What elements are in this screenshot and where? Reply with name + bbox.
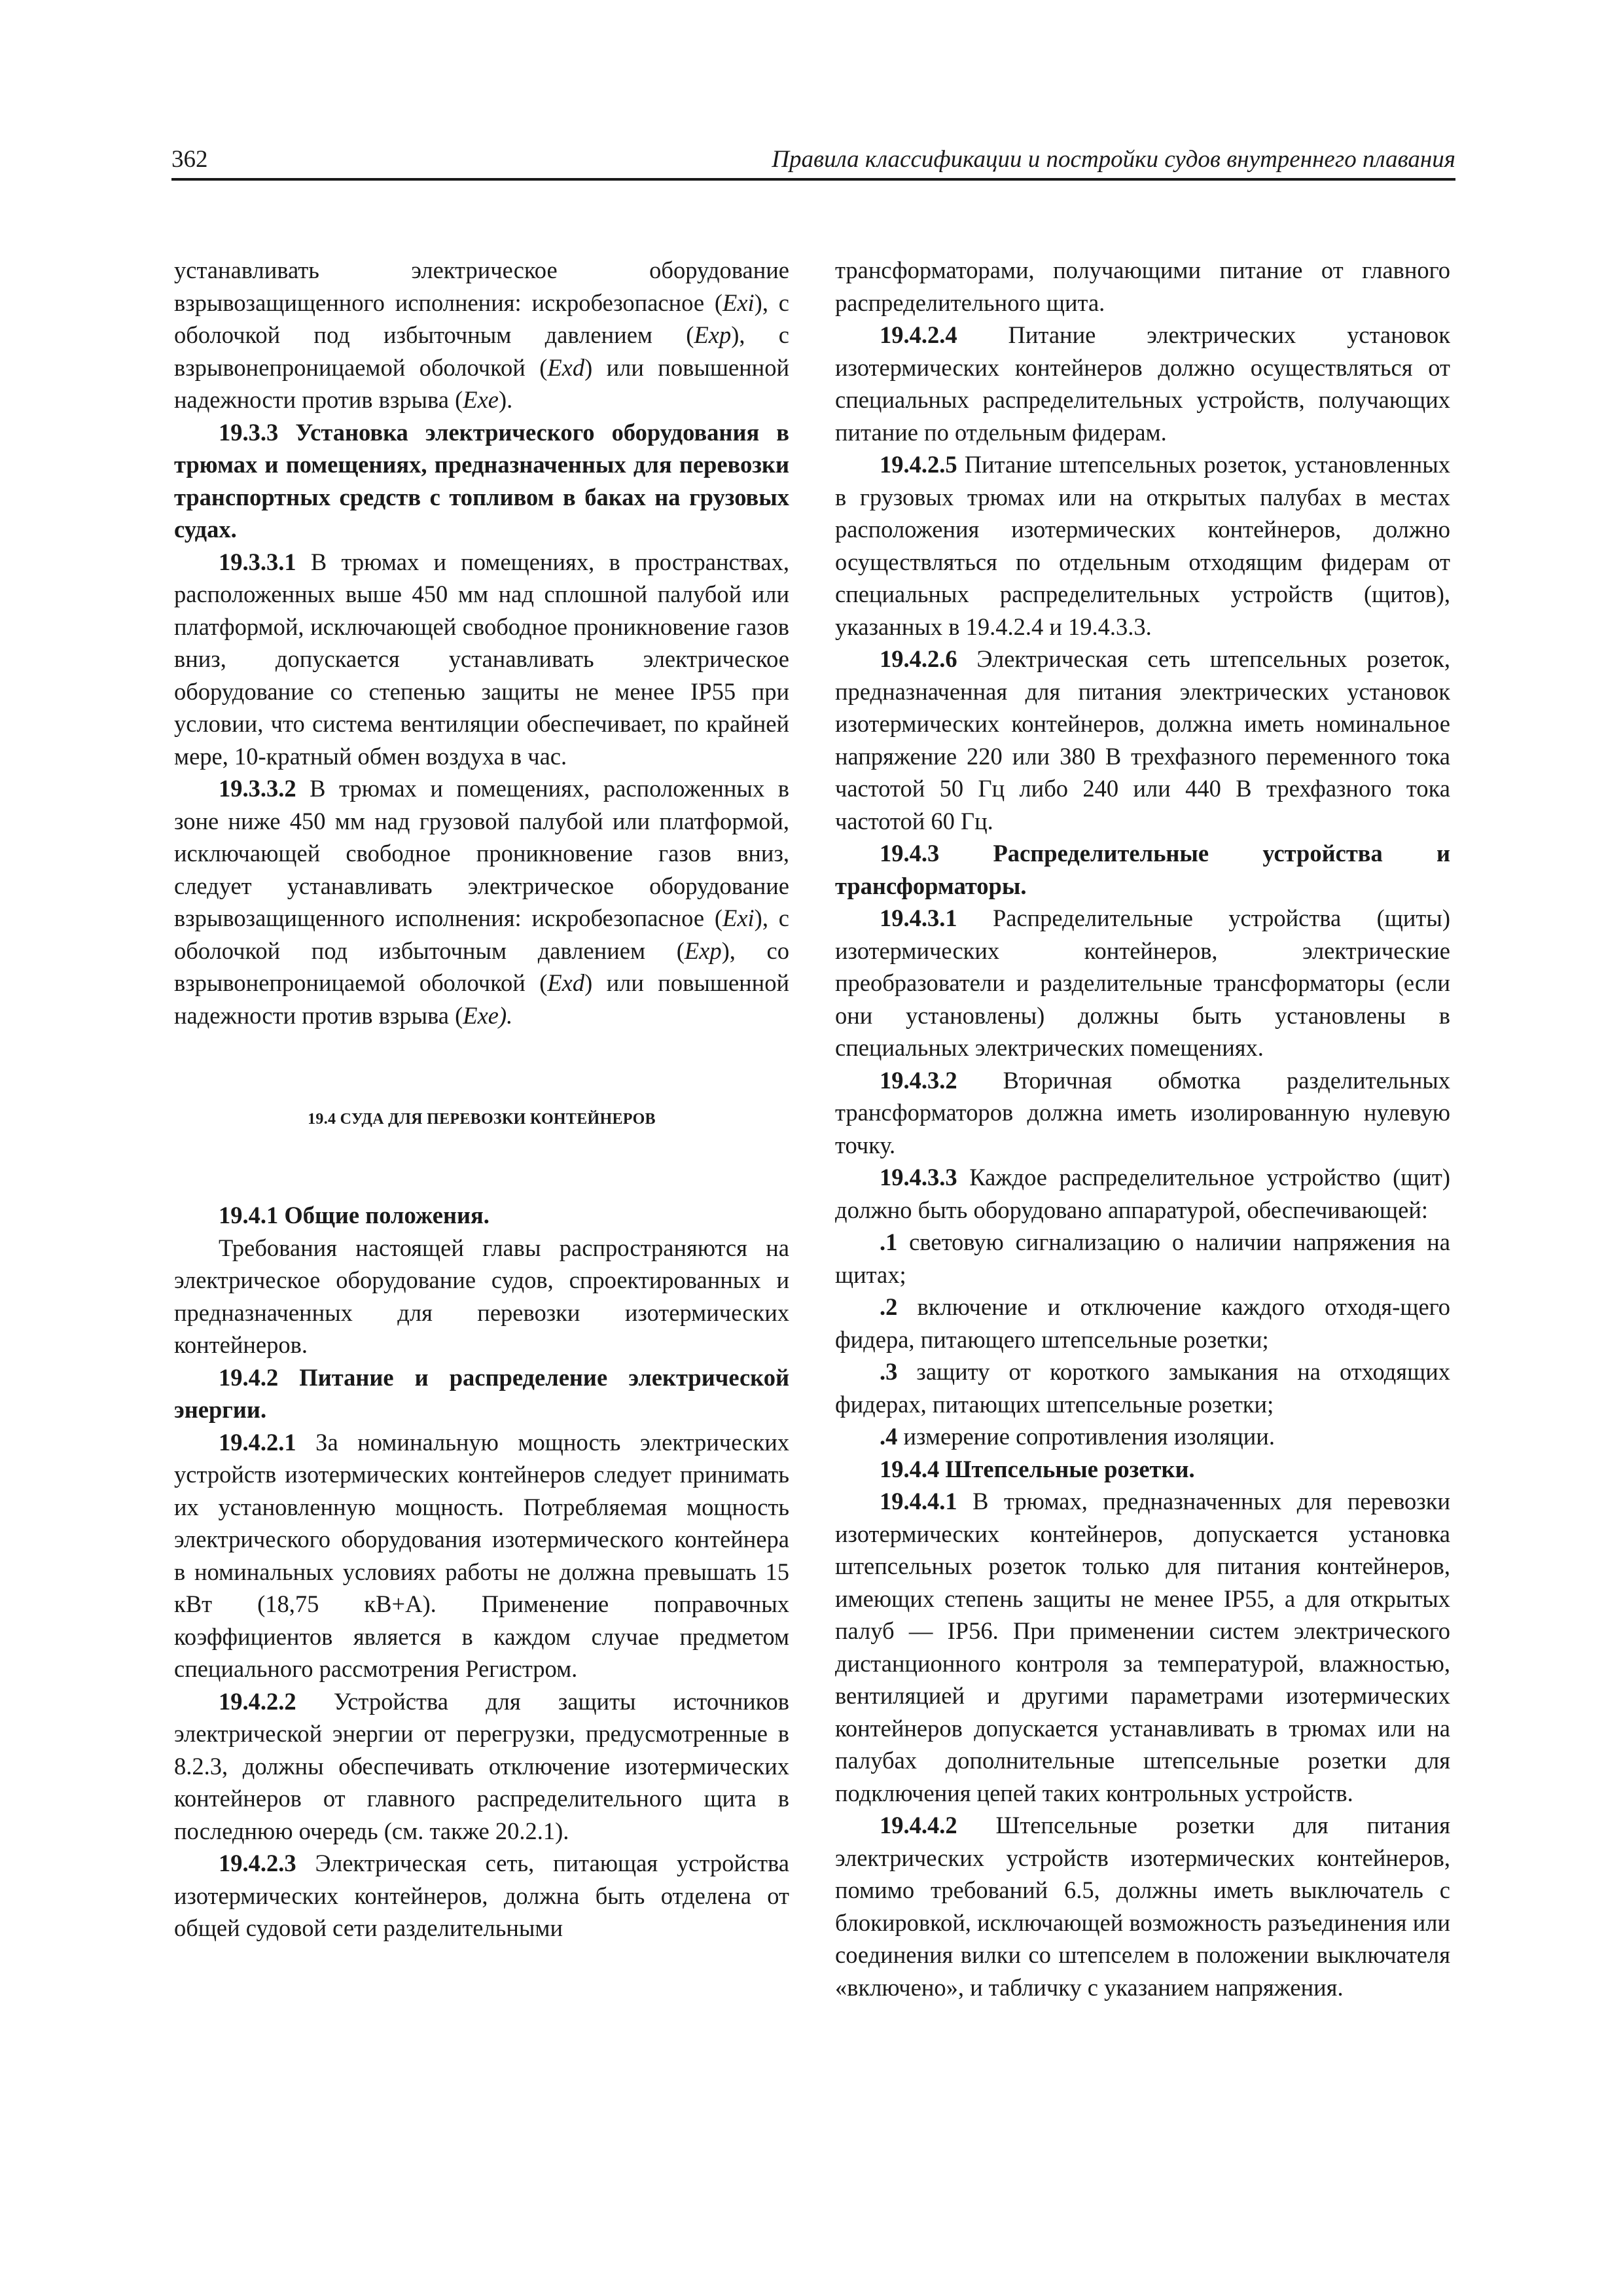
paragraph-19-4-2-4: 19.4.2.4 Питание электрических установок изотермических контейнеров должно осуществляться от специальных распределительных устройств, получающих питание по отдельным фидерам. (835, 321, 1450, 446)
section-heading-19-4-2: 19.4.2 Питание и распределение электрической энергии. (174, 1363, 789, 1423)
paragraph: трансформаторами, получающими питание от главного распределительного щита. (835, 257, 1450, 316)
chapter-heading: 19.4 СУДА ДЛЯ ПЕРЕВОЗКИ КОНТЕЙНЕРОВ (308, 1111, 656, 1128)
section-heading-19-4-4: 19.4.4 Штепсельные розетки. (880, 1455, 1195, 1482)
section-heading-19-3-3: 19.3.3 Установка электрического оборудования в трюмах и помещениях, предназначенных для перевозки транспортных средств с топливом в баках на грузовых судах. (174, 418, 789, 543)
paragraph-19-3-3-1: 19.3.3.1 В трюмах и помещениях, в пространствах, расположенных выше 450 мм над сплошной палубой или платформой, исключающей свободное проникновение газов вниз, допускается устанавливать электрическое оборудование со степенью защиты не менее IP55 при условии, что система вентиляции обеспечивает, по крайней мере, 10-кратный обмен воздуха в час. (174, 548, 789, 770)
paragraph-19-4-2-1: 19.4.2.1 За номинальную мощность электрических устройств изотермических контейнеров следует принимать их установленную мощность. Потребляемая мощность электрического оборудования изотермического контейнера в номинальных условиях работы не должна превышать 15 кВт (18,75 кВ+А). Применение поправочных коэффициентов является в каждом случае предметом специального рассмотрения Регистром. (174, 1428, 789, 1682)
paragraph-19-4-2-5: 19.4.2.5 Питание штепсельных розеток, установленных в грузовых трюмах или на открытых палубах в местах расположения изотермических контейнеров, должно осуществляться по отдельным отходящим фидерам от специальных распределительных устройств (щитов), указанных в 19.4.2.4 и 19.4.3.3. (835, 451, 1450, 640)
paragraph-19-4-3-2: 19.4.3.2 Вторичная обмотка разделительных трансформаторов должна иметь изолированную нулевую точку. (835, 1066, 1450, 1158)
paragraph-19-4-2-2: 19.4.2.2 Устройства для защиты источников электрической энергии от перегрузки, предусмотренные в 8.2.3, должны обеспечивать отключение изотермических контейнеров от главного распределительного щита в последнюю очередь (см. также 20.2.1). (174, 1687, 789, 1844)
paragraph-19-4-3-3: 19.4.3.3 Каждое распределительное устройство (щит) должно быть оборудовано аппаратурой, обеспечивающей: (835, 1164, 1450, 1223)
list-item: .3 защиту от короткого замыкания на отходящих фидерах, питающих штепсельные розетки; (835, 1358, 1450, 1418)
paragraph: Требования настоящей главы распространяются на электрическое оборудование судов, спроектированных и предназначенных для перевозки изотермических контейнеров. (174, 1234, 789, 1358)
section-heading-19-4-3: 19.4.3 Распределительные устройства и трансформаторы. (835, 840, 1450, 899)
paragraph-19-4-3-1: 19.4.3.1 Распределительные устройства (щиты) изотермических контейнеров, электрические преобразователи и разделительные трансформаторы (если они установлены) должны быть установлены в специальных электрических помещениях. (835, 905, 1450, 1061)
left-column (174, 254, 789, 1945)
section-heading-19-4-1: 19.4.1 Общие положения. (219, 1202, 490, 1229)
list-item: .1 световую сигнализацию о наличии напряжения на щитах; (835, 1229, 1450, 1288)
paragraph: устанавливать электрическое оборудование взрывозащищенного исполнения: искробезопасное (Exi), с оболочкой под избыточным давлением (Exp), с взрывонепроницаемой оболочкой (Exd) или повышенной надежности против взрыва (Exe). (174, 257, 789, 413)
paragraph-19-3-3-2: 19.3.3.2 В трюмах и помещениях, расположенных в зоне ниже 450 мм над грузовой палубой или платформой, исключающей свободное проникновение газов вниз, следует устанавливать электрическое оборудование взрывозащищенного исполнения: искробезопасное (Exi), с оболочкой под избыточным давлением (Exp), со взрывонепроницаемой оболочкой (Exd) или повышенной надежности против взрыва (Exe). (174, 775, 789, 1029)
page-number: 362 (171, 146, 208, 173)
right-column (835, 254, 1450, 2003)
paragraph-19-4-2-3: 19.4.2.3 Электрическая сеть, питающая устройства изотермических контейнеров, должна быть отделена от общей судовой сети разделительными (174, 1850, 789, 1941)
paragraph-19-4-2-6: 19.4.2.6 Электрическая сеть штепсельных розеток, предназначенная для питания электрических установок изотермических контейнеров, должна иметь номинальное напряжение 220 или 380 В трехфазного переменного тока частотой 50 Гц либо 240 или 440 В трехфазного тока частотой 60 Гц. (835, 645, 1450, 834)
header-rule (171, 178, 1455, 181)
running-title: Правила классификации и постройки судов внутреннего плавания (772, 146, 1455, 173)
list-item: .2 включение и отключение каждого отходя-щего фидера, питающего штепсельные розетки; (835, 1293, 1450, 1353)
page-header (171, 143, 1455, 177)
paragraph-19-4-4-1: 19.4.4.1 В трюмах, предназначенных для перевозки изотермических контейнеров, допускается установка штепсельных розеток только для питания контейнеров, имеющих степень защиты не менее IP55, а для открытых палуб — IP56. При применении систем электрического дистанционного контроля за температурой, влажностью, вентиляцией и другими параметрами изотермических контейнеров допускается устанавливать в трюмах или на палубах дополнительные штепсельные розетки для подключения цепей таких контрольных устройств. (835, 1488, 1450, 1806)
paragraph-19-4-4-2: 19.4.4.2 Штепсельные розетки для питания электрических устройств изотермических контейнеров, помимо требований 6.5, должны иметь выключатель с блокировкой, исключающей возможность разъединения или соединения вилки со штепселем в положении выключателя «включено», и табличку с указанием напряжения. (835, 1812, 1450, 2001)
list-item: .4 измерение сопротивления изоляции. (880, 1423, 1275, 1450)
